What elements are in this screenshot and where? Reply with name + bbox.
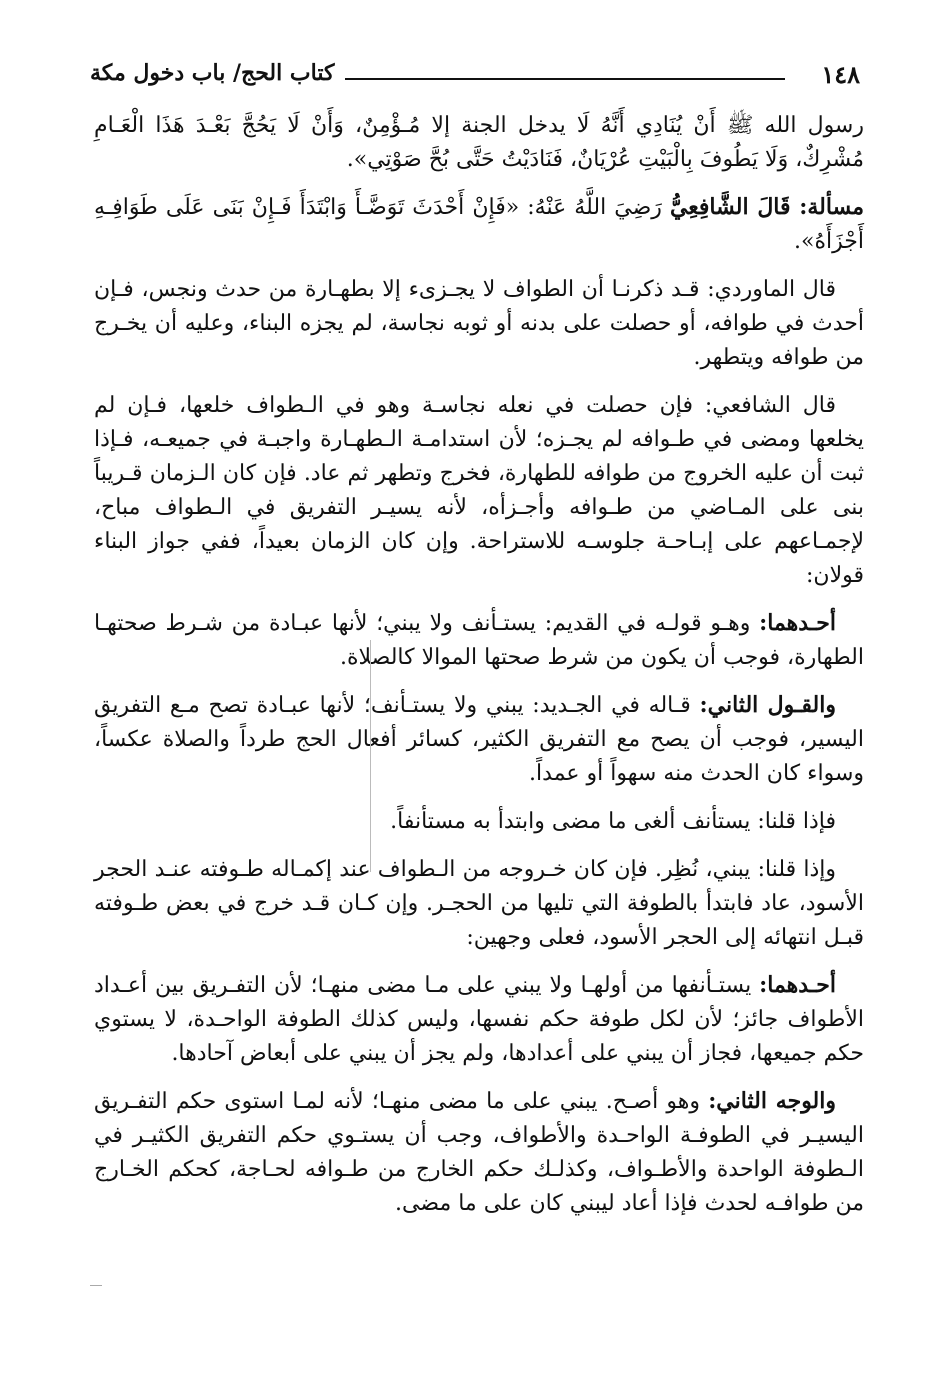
paragraph-text: قال الماوردي: قـد ذكرنـا أن الطواف لا يجـزىء إلا بطهـارة من حدث ونجس، فـإن أحدث في طوافه، أو حصلت على بدنه أو ثوبه نجاسة، لم يجزه البناء، وعليه أن يخـرج من طوافه ويتطهر. (94, 277, 864, 370)
paragraph (94, 852, 864, 955)
paragraph-lead: أحـدهما: (759, 972, 836, 998)
paragraph (94, 804, 864, 839)
paragraph-lead: أحـدهما: (759, 610, 836, 636)
paragraph (94, 108, 864, 177)
paragraph-text: قال الشافعي: فإن حصلت في نعله نجاسـة وهو في الـطواف خلعها، فـإن لم يخلعها ومضى في طـوافه لم يجـزه؛ لأن استدامـة الـطهـارة واجبـة في جميعـه، فـإذا ثبت أن عليه الخروج من طوافه للطهارة، فخرج وتطهر ثم عاد. فإن كان الـزمان قـريباً بنى على المـاضي من طـوافه وأجـزأه، لأنه يسيـر التفريق في الـطواف مباح، لإجمـاعهم على إبـاحـة جلوسـه للاستراحة. وإن كان الزمان بعيداً، ففي جواز البناء قولان: (94, 393, 864, 588)
page-number: ١٤٨ (821, 60, 860, 89)
paragraph (94, 388, 864, 593)
paragraph-text: وهـو قولـه في القديم: يستـأنف ولا يبني؛ لأنها عبـادة من شـرط صحتهـا الطهارة، فوجب أن يكون من شرط صحتها الموالا كالصلاة. (94, 611, 864, 670)
paragraph-text: رَضِيَ اللَّهُ عَنْهُ: «فَإِنْ أَحْدَثَ تَوَضَّـأَ وَابْتَدَأَ فَـإِنْ بَنَى عَلَى طَوَافِـهِ أَجْزَأَهُ». (94, 195, 864, 254)
paragraph-text: وإذا قلنا: يبني، نُظِر. فإن كان خـروجه من الـطواف عند إكمـاله طـوفته عنـد الحجر الأسود، عاد فابتدأ بالطوفة التي تليها من الحجـر. وإن كـان قـد خرج في بعض طـوفته قبـل انتهائه إلى الحجر الأسود، فعلى وجهين: (94, 857, 864, 950)
header-rule (345, 78, 785, 80)
paragraph-text: قـاله في الجـديد: يبني ولا يستـأنف؛ لأنها عبـادة تصح مـع التفريق اليسير، فوجب أن يصح مع التفريق الكثير، كسائر أفعال الحج طرداً والصلاة عكساً، وسواء كان الحدث منه سهواً أو عمداً. (94, 693, 864, 786)
running-header (90, 60, 860, 94)
paragraph-lead: مسألة: قَالَ الشَّافِعِيُّ (669, 194, 864, 220)
paragraph (94, 190, 864, 259)
chapter-title: كتاب الحج/ باب دخول مكة (90, 60, 335, 86)
body-text (94, 108, 864, 1234)
paragraph (94, 606, 864, 675)
paragraph-lead: والقـول الثاني: (699, 692, 836, 718)
scan-crease-line (370, 640, 371, 872)
paragraph-text: فإذا قلنا: يستأنف ألغى ما مضى وابتدأ به مستأنفاً. (390, 809, 836, 834)
paragraph-text: وهو أصـح. يبني على ما مضى منهـا؛ لأنه لمـا استوى حكم التفـريق اليسيـر في الطوفـة الواحـدة والأطواف، وجب أن يستـوي حكم التفريق الكثيـر في الـطوفة الواحدة والأطـواف، وكذلـك حكم الخارج من طـوافه لحـاجة، كحكم الخـارج من طوافـه لحدث فإذا أعاد ليبني كان على ما مضى. (94, 1089, 864, 1216)
paragraph (94, 272, 864, 375)
paragraph (94, 688, 864, 791)
paragraph-text: رسول الله ﷺ أَنْ يُنَادِي أَنَّهُ لَا يدخل الجنة إلا مُـؤْمِنٌ، وَأَنْ لَا يَحُجَّ بَعْـدَ هَذَا الْعَـامِ مُشْرِكٌ، وَلَا يَطُوفَ بِالْبَيْتِ عُرْيَانٌ، فَنَادَيْتُ حَتَّى بُحَّ صَوْتِي». (94, 113, 864, 172)
paragraph-lead: والوجه الثاني: (708, 1088, 836, 1114)
paragraph (94, 968, 864, 1071)
scan-corner-mark (90, 1285, 102, 1286)
paragraph-text: يستـأنفها من أولهـا ولا يبني على مـا مضى منهـا؛ لأن التفـريق بين أعـداد الأطواف جائز؛ لأن لكل طوفة حكم نفسها، وليس كذلك الطوفة الواحـدة، لا يستوي حكم جميعها، فجاز أن يبني على أعدادها، ولم يجز أن يبني على أبعاض آحادها. (94, 973, 864, 1066)
paragraph (94, 1084, 864, 1221)
